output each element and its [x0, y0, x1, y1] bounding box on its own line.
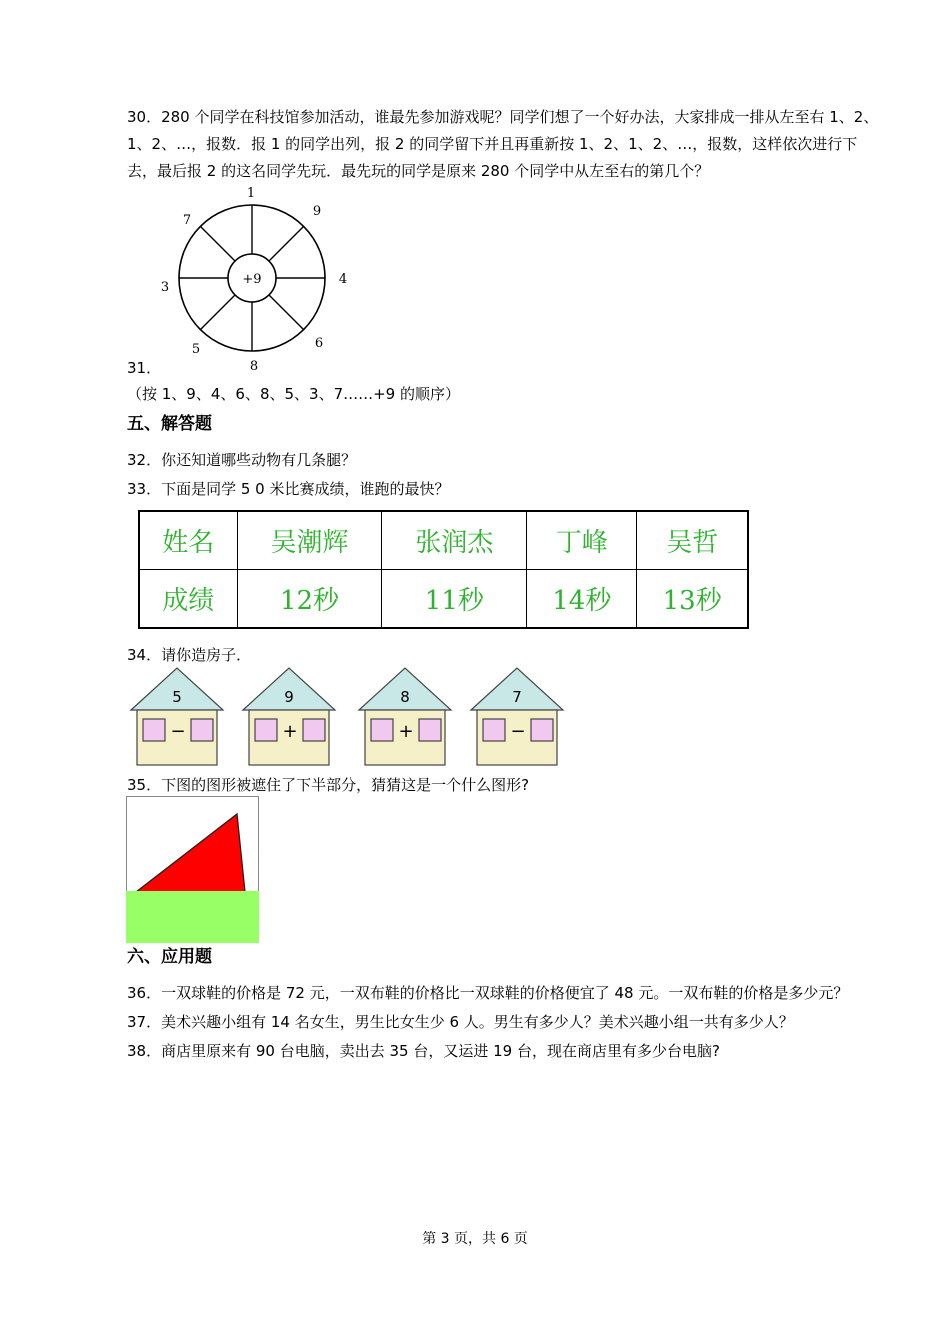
house-3-operator: +: [398, 721, 414, 742]
hidden-shape-figure: [126, 796, 260, 944]
question-32: 32．你还知道哪些动物有几条腿？: [127, 451, 357, 469]
wheel-center-label: +9: [242, 272, 262, 287]
table-row-names: [139, 511, 748, 570]
section-6-title: 六、应用题: [127, 947, 212, 967]
wheel-number-bottom: 8: [249, 359, 259, 373]
wheel-number-bottom-left: 5: [191, 342, 201, 357]
answer-box[interactable]: [419, 719, 441, 741]
table-row-results: [139, 570, 748, 629]
table-cell: 吴哲: [637, 511, 748, 570]
answer-box[interactable]: [255, 719, 277, 741]
table-cell: 张润杰: [382, 511, 527, 570]
question-30-line-2: 1、2、…，报数．报 1 的同学出列，报 2 的同学留下并且再重新按 1、2、1、2、…，报数，这样依次进行下: [127, 135, 858, 153]
wheel-number-bottom-right: 6: [314, 336, 324, 351]
house-4-number: 7: [512, 688, 522, 706]
section-5-title: 五、解答题: [127, 414, 212, 434]
house-4: [471, 668, 563, 765]
question-34: 34．请你造房子．: [127, 646, 252, 664]
house-3: [359, 668, 451, 765]
house-2: [243, 668, 335, 765]
wheel-number-top-right: 9: [312, 204, 322, 219]
question-36: 36．一双球鞋的价格是 72 元，一双布鞋的价格比一双球鞋的价格便宜了 48 元。一双布鞋的价格是多少元？: [127, 984, 849, 1002]
race-results-table: [138, 510, 749, 629]
house-4-operator: −: [510, 721, 526, 742]
table-cell: 14秒: [527, 570, 637, 629]
wheel-number-top-left: 7: [182, 213, 192, 228]
table-cell: 吴潮辉: [237, 511, 382, 570]
house-2-number: 9: [284, 688, 294, 706]
answer-box[interactable]: [483, 719, 505, 741]
question-31-note: （按 1、9、4、6、8、5、3、7……+9 的顺序）: [127, 385, 460, 403]
answer-box[interactable]: [303, 719, 325, 741]
green-cover: [126, 891, 259, 943]
table-cell: 姓名: [139, 511, 237, 570]
question-37: 37．美术兴趣小组有 14 名女生，男生比女生少 6 人。男生有多少人？美术兴趣小组一共有多少人？: [127, 1013, 794, 1031]
answer-box[interactable]: [531, 719, 553, 741]
wheel-figure: [155, 183, 355, 373]
table-cell: 11秒: [382, 570, 527, 629]
question-30-line-1: 30．280 个同学在科技馆参加活动，谁最先参加游戏呢？同学们想了一个好办法，大家排成一排从左至右 1、2、: [127, 108, 879, 126]
answer-box[interactable]: [143, 719, 165, 741]
table-cell: 成绩: [139, 570, 237, 629]
house-2-operator: +: [282, 721, 298, 742]
table-cell: 丁峰: [527, 511, 637, 570]
question-31-number: 31．: [127, 359, 162, 377]
page-footer: 第 3 页，共 6 页: [422, 1231, 528, 1247]
house-1-operator: −: [170, 721, 186, 742]
house-3-number: 8: [400, 688, 410, 706]
question-38: 38．商店里原来有 90 台电脑，卖出去 35 台，又运进 19 台，现在商店里有多少台电脑?: [127, 1042, 720, 1060]
answer-box[interactable]: [191, 719, 213, 741]
table-cell: 12秒: [237, 570, 382, 629]
question-30: [127, 104, 927, 185]
question-35: 35．下图的图形被遮住了下半部分，猜猜这是一个什么图形?: [127, 776, 530, 794]
wheel-number-left: 3: [160, 280, 170, 295]
house-1: [131, 668, 223, 765]
wheel-number-right: 4: [338, 272, 348, 287]
answer-box[interactable]: [371, 719, 393, 741]
question-30-line-3: 去，最后报 2 的这名同学先玩．最先玩的同学是原来 280 个同学中从左至右的第几个？: [127, 162, 710, 180]
house-1-number: 5: [172, 688, 182, 706]
houses-figure: [127, 665, 569, 770]
table-cell: 13秒: [637, 570, 748, 629]
question-33: 33．下面是同学 5 0 米比赛成绩，谁跑的最快？: [127, 480, 450, 498]
wheel-number-top: 1: [246, 186, 256, 201]
